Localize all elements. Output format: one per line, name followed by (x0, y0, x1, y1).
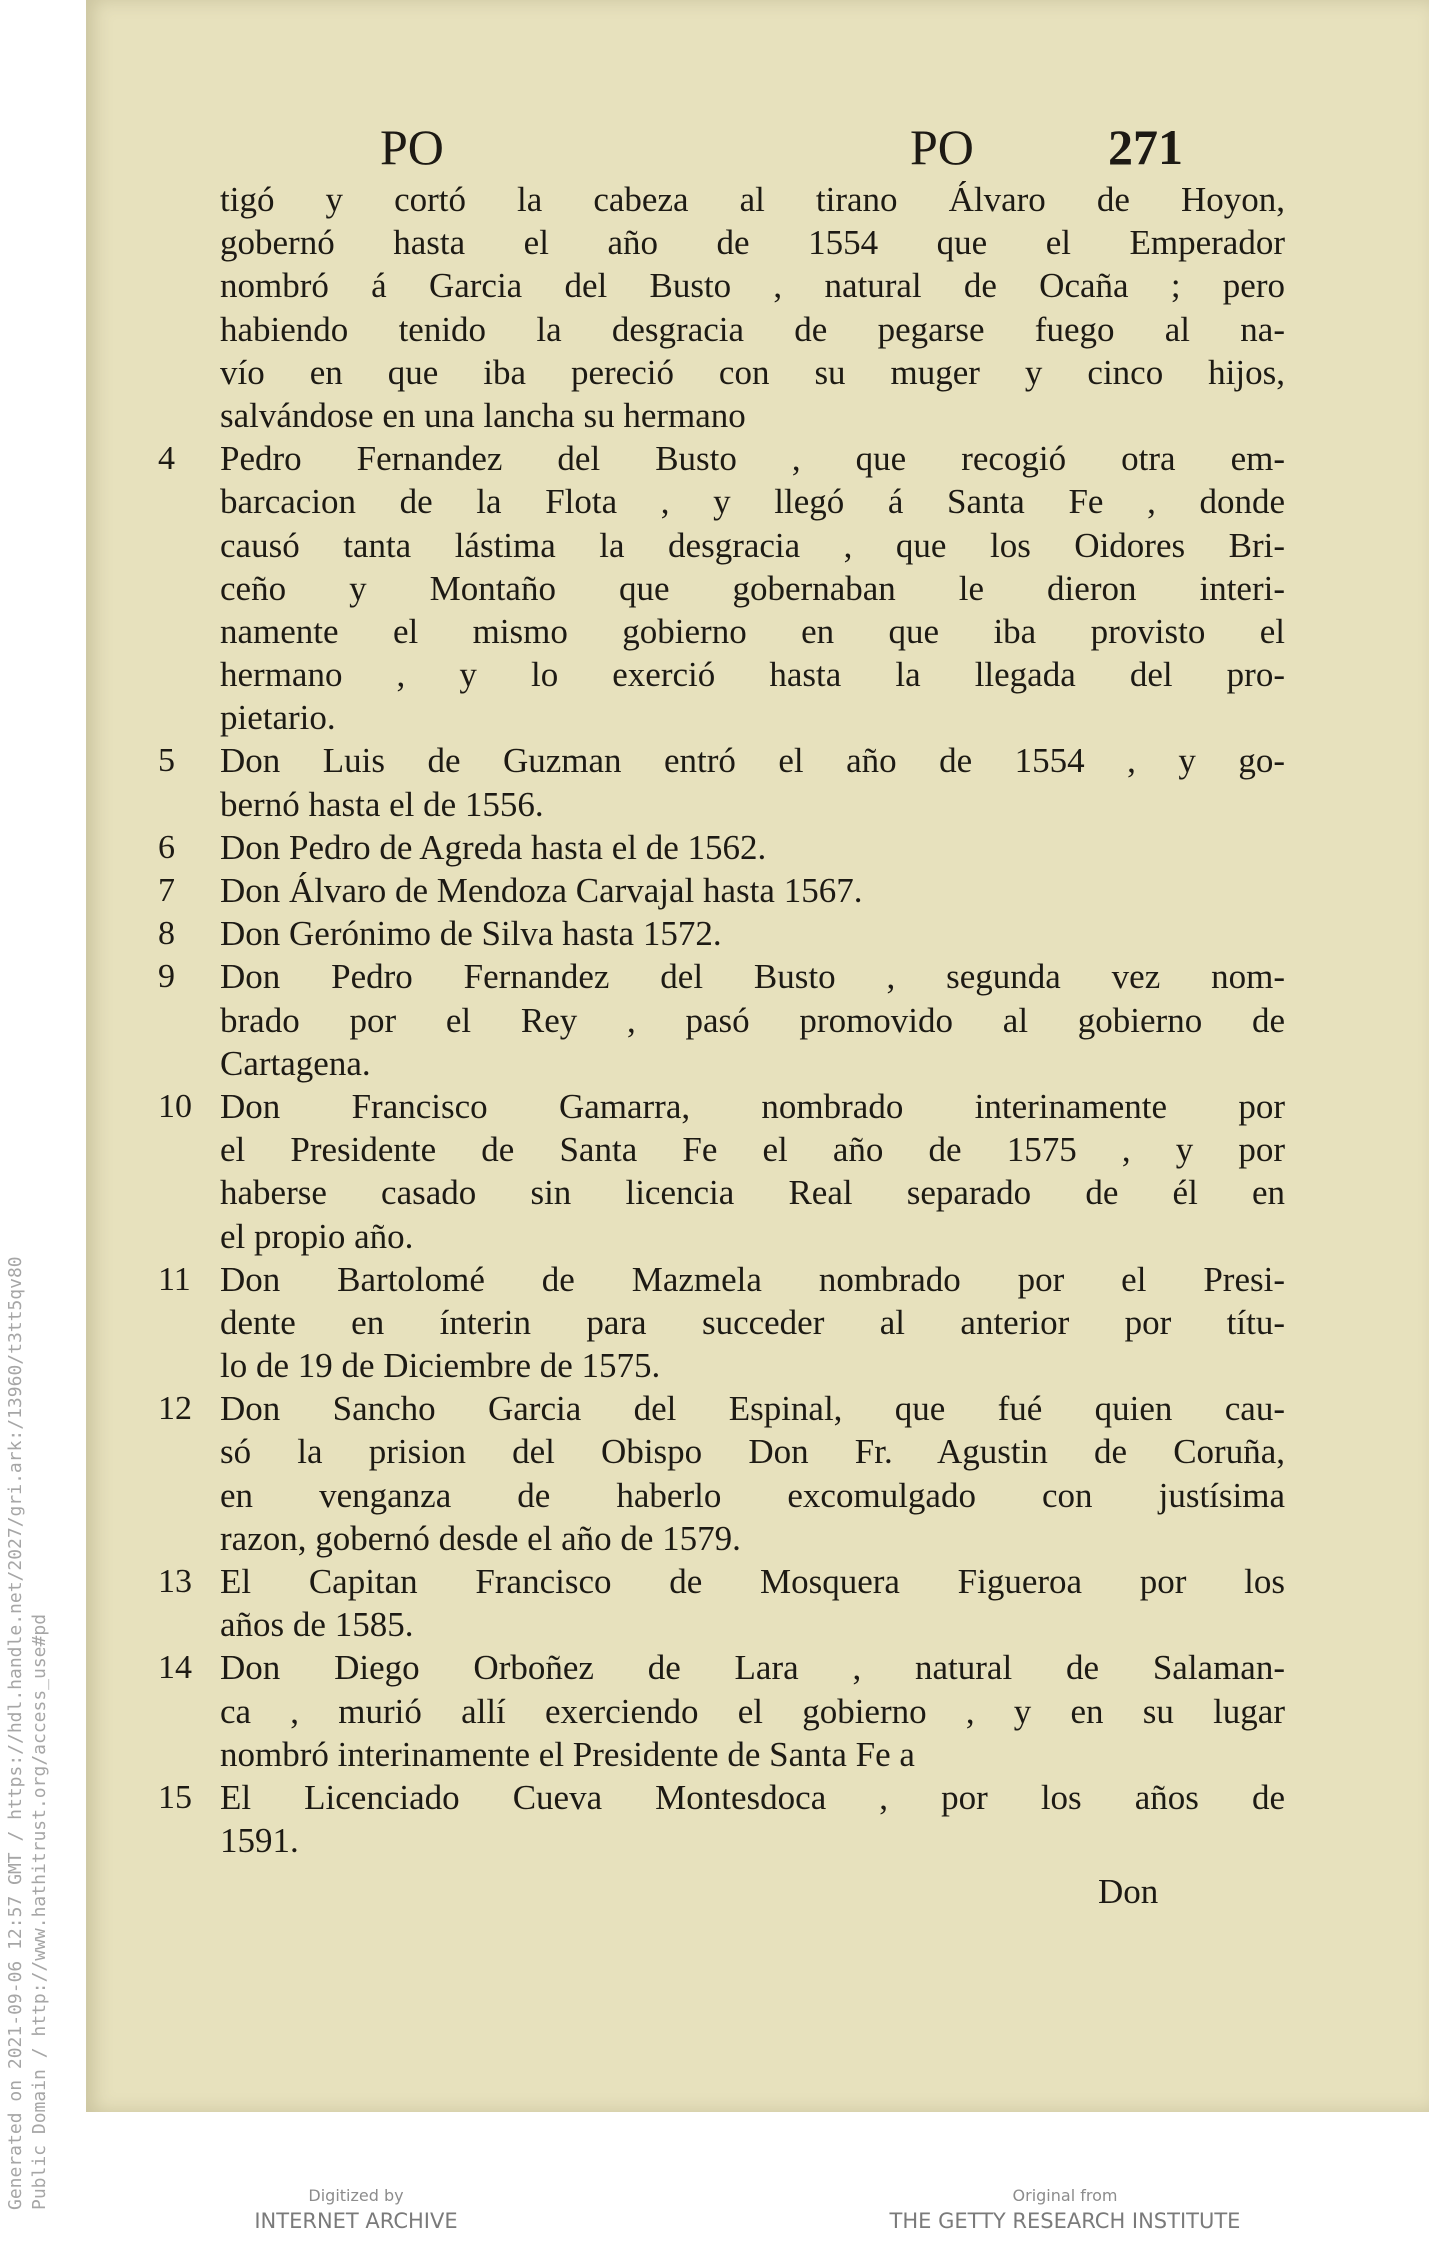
entry-number: 14 (158, 1649, 192, 1687)
catchword: Don (1098, 1872, 1159, 1911)
text-line (220, 480, 1285, 523)
text-line (158, 739, 1285, 782)
text-line (220, 264, 1285, 307)
line-text: el Presidente de Santa Fe el año de 1575 , y por (220, 1130, 1285, 1170)
line-text: namente el mismo gobierno en que iba provisto el (220, 611, 1285, 651)
text-line (158, 826, 1285, 869)
header-center: PO (910, 119, 974, 175)
text-line (220, 524, 1285, 567)
line-text: Don Sancho Garcia del Espinal, que fué quien cau- (220, 1389, 1285, 1429)
line-text: Don Pedro de Agreda hasta el de 1562. (220, 827, 767, 867)
entry-number: 11 (158, 1260, 191, 1298)
text-line (220, 1042, 1285, 1085)
footer (0, 2186, 1429, 2242)
line-text: nombró interinamente el Presidente de Santa Fe a (220, 1734, 915, 1774)
line-text: hermano , y lo exerció hasta la llegada del pro- (220, 655, 1285, 695)
line-text: habiendo tenido la desgracia de pegarse fuego al na- (220, 309, 1285, 349)
entry-number: 6 (158, 828, 175, 866)
text-line (158, 1387, 1285, 1430)
text-line (220, 394, 1285, 437)
line-text: razon, gobernó desde el año de 1579. (220, 1518, 741, 1558)
entry-number: 12 (158, 1390, 192, 1428)
text-line (220, 178, 1285, 221)
text-line (158, 1776, 1285, 1819)
line-text: bernó hasta el de 1556. (220, 784, 544, 824)
text-line (220, 221, 1285, 264)
entry-number: 13 (158, 1563, 192, 1600)
text-line (158, 1085, 1285, 1128)
line-text: lo de 19 de Diciembre de 1575. (220, 1346, 661, 1386)
watermark-line-1: Generated on 2021-09-06 12:57 GMT / https://hdl.handle.net/2027/gri.ark:/13960/t3tt5qv80 (5, 1256, 26, 2210)
text-line (220, 1171, 1285, 1214)
text-line (220, 1733, 1285, 1776)
line-text: Pedro Fernandez del Busto , que recogió otra em- (220, 439, 1285, 479)
text-line (158, 869, 1285, 912)
text-line (220, 567, 1285, 610)
entry-number: 4 (158, 440, 175, 478)
text-line (220, 351, 1285, 394)
line-text: ca , murió allí exerciendo el gobierno , y en su lugar (220, 1691, 1285, 1731)
text-line (158, 1560, 1285, 1603)
text-line (220, 1215, 1285, 1258)
line-text: en venganza de haberlo excomulgado con justísima (220, 1475, 1285, 1515)
text-line (220, 783, 1285, 826)
entry-number: 15 (158, 1778, 192, 1816)
line-text: Don Luis de Guzman entró el año de 1554 , y go- (220, 741, 1285, 781)
page-number: 271 (1108, 119, 1183, 175)
line-text: ceño y Montaño que gobernaban le dieron interi- (220, 568, 1285, 608)
text-line (220, 1819, 1285, 1862)
text-line (158, 955, 1285, 998)
hathitrust-watermark (4, 1256, 52, 2210)
line-text: só la prision del Obispo Don Fr. Agustin de Coruña, (220, 1432, 1285, 1472)
text-line (158, 1258, 1285, 1301)
text-line (220, 1430, 1285, 1473)
body-text (158, 178, 1285, 1862)
entry-number: 5 (158, 742, 175, 780)
text-line (158, 437, 1285, 480)
text-line (158, 912, 1285, 955)
text-line (220, 1690, 1285, 1733)
text-line (220, 1517, 1285, 1560)
text-line (220, 999, 1285, 1042)
text-line (220, 1301, 1285, 1344)
line-text: nombró á Garcia del Busto , natural de Ocaña ; pero (220, 266, 1285, 306)
line-text: Don Diego Orboñez de Lara , natural de Salaman- (220, 1648, 1285, 1688)
line-text: Don Gerónimo de Silva hasta 1572. (220, 914, 722, 954)
text-line (220, 1344, 1285, 1387)
entry-number: 10 (158, 1087, 192, 1125)
entry-number: 7 (158, 872, 175, 909)
footer-left-caption: Digitized by (308, 2186, 404, 2205)
getty-label: THE GETTY RESEARCH INSTITUTE (889, 2209, 1241, 2233)
line-text: pietario. (220, 698, 336, 738)
entry-number: 8 (158, 915, 175, 953)
book-page (86, 0, 1429, 2112)
line-text: 1591. (220, 1821, 299, 1861)
line-text: haberse casado sin licencia Real separado de él en (220, 1173, 1285, 1213)
footer-right-caption: Original from (1012, 2186, 1118, 2205)
text-line (158, 1646, 1285, 1689)
text-line (220, 1128, 1285, 1171)
entry-number: 9 (158, 958, 175, 996)
text-line (220, 696, 1285, 739)
text-line (220, 1474, 1285, 1517)
watermark-line-2: Public Domain / http://www.hathitrust.org/access_use#pd (29, 1613, 50, 2210)
text-line (220, 1603, 1285, 1646)
line-text: brado por el Rey , pasó promovido al gobierno de (220, 1000, 1285, 1040)
line-text: salvándose en una lancha su hermano (220, 395, 746, 435)
line-text: gobernó hasta el año de 1554 que el Emperador (220, 223, 1285, 263)
line-text: Don Bartolomé de Mazmela nombrado por el Presi- (220, 1259, 1285, 1299)
line-text: tigó y cortó la cabeza al tirano Álvaro de Hoyon, (220, 180, 1285, 219)
line-text: Don Pedro Fernandez del Busto , segunda vez nom- (220, 957, 1285, 997)
line-text: años de 1585. (220, 1605, 414, 1645)
footer-original-from (870, 2186, 1260, 2233)
line-text: El Licenciado Cueva Montesdoca , por los años de (220, 1777, 1285, 1817)
footer-digitized-by (226, 2186, 486, 2233)
line-text: el propio año. (220, 1216, 414, 1256)
internet-archive-label: INTERNET ARCHIVE (254, 2209, 458, 2233)
line-text: El Capitan Francisco de Mosquera Figueroa por los (220, 1562, 1285, 1601)
line-text: barcacion de la Flota , y llegó á Santa Fe , donde (220, 482, 1285, 522)
line-text: causó tanta lástima la desgracia , que los Oidores Bri- (220, 525, 1285, 565)
line-text: dente en ínterin para succeder al anterior por títu- (220, 1302, 1285, 1342)
line-text: vío en que iba pereció con su muger y cinco hijos, (220, 352, 1285, 392)
line-text: Don Álvaro de Mendoza Carvajal hasta 1567. (220, 871, 863, 910)
header-left: PO (380, 119, 444, 175)
text-line (220, 308, 1285, 351)
text-line (220, 610, 1285, 653)
line-text: Don Francisco Gamarra, nombrado interinamente por (220, 1086, 1285, 1126)
text-line (220, 653, 1285, 696)
line-text: Cartagena. (220, 1043, 371, 1083)
